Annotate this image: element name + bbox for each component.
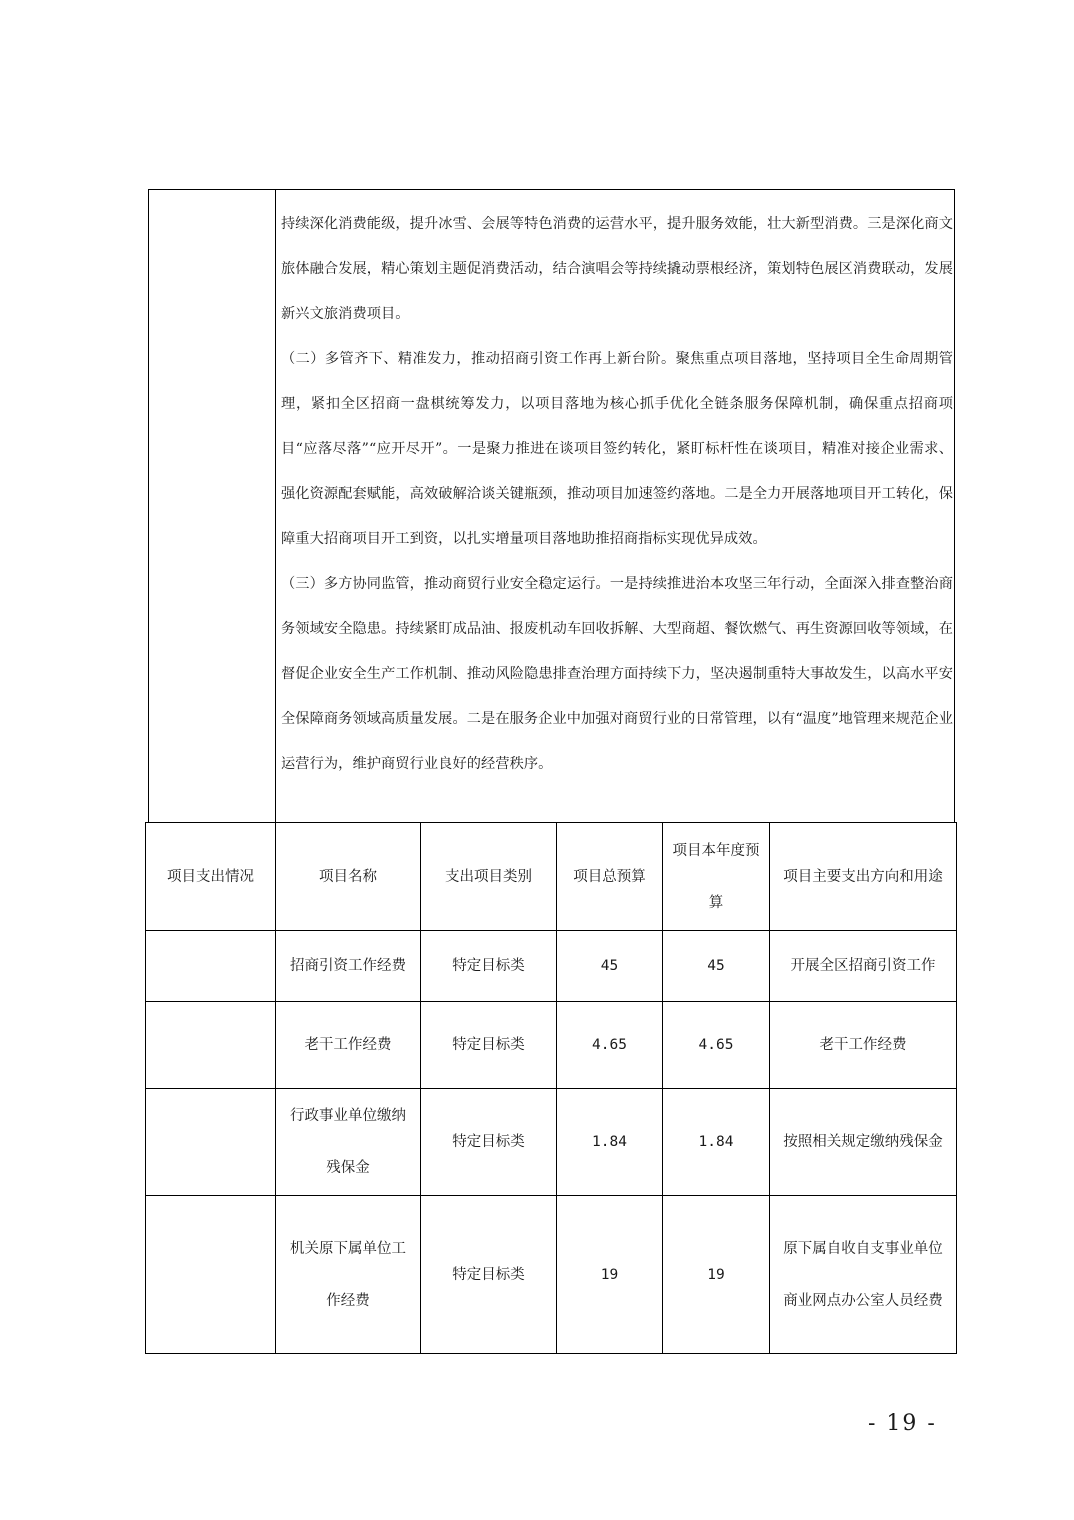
text-area [281, 202, 953, 787]
column-divider [275, 190, 276, 822]
cell-name: 机关原下属单位工作经费 [276, 1196, 421, 1354]
cell-purpose: 老干工作经费 [770, 1002, 957, 1089]
cell-annual: 19 [663, 1196, 770, 1354]
table-header-row [146, 823, 957, 931]
cell-annual: 4.65 [663, 1002, 770, 1089]
cell-purpose: 原下属自收自支事业单位商业网点办公室人员经费 [770, 1196, 957, 1354]
paragraph-3: （三）多方协同监管，推动商贸行业安全稳定运行。一是持续推进治本攻坚三年行动，全面深入排查整治商务领域安全隐患。持续紧盯成品油、报废机动车回收拆解、大型商超、餐饮燃气、再生资源回收等领域，在督促企业安全生产工作机制、推动风险隐患排查治理方面持续下力，坚决遏制重特大事故发生，以高水平安全保障商务领域高质量发展。二是在服务企业中加强对商贸行业的日常管理，以有“温度”地管理来规范企业运营行为，维护商贸行业良好的经营秩序。 [281, 576, 953, 772]
empty-cell [146, 1196, 276, 1354]
cell-name: 行政事业单位缴纳残保金 [276, 1089, 421, 1196]
budget-table [145, 822, 957, 1354]
cell-total: 4.65 [557, 1002, 663, 1089]
empty-cell [146, 931, 276, 1002]
cell-total: 19 [557, 1196, 663, 1354]
header-category: 支出项目类别 [421, 823, 557, 931]
table-row [146, 931, 957, 1002]
table-row [146, 1196, 957, 1354]
cell-annual: 45 [663, 931, 770, 1002]
page-number: - 19 - [868, 1411, 937, 1436]
cell-category: 特定目标类 [421, 1196, 557, 1354]
paragraph-1: 持续深化消费能级，提升冰雪、会展等特色消费的运营水平，提升服务效能，壮大新型消费。三是深化商文旅体融合发展，精心策划主题促消费活动，结合演唱会等持续撬动票根经济，策划特色展区消费联动，发展新兴文旅消费项目。 [281, 216, 953, 322]
table-row [146, 1089, 957, 1196]
header-total: 项目总预算 [557, 823, 663, 931]
header-annual: 项目本年度预算 [663, 823, 770, 931]
cell-category: 特定目标类 [421, 1089, 557, 1196]
continued-text-box [148, 189, 955, 823]
header-name: 项目名称 [276, 823, 421, 931]
row-label-cell: 项目支出情况 [146, 823, 276, 931]
empty-cell [146, 1002, 276, 1089]
table-row [146, 1002, 957, 1089]
cell-purpose: 开展全区招商引资工作 [770, 931, 957, 1002]
paragraph-2: （二）多管齐下、精准发力，推动招商引资工作再上新台阶。聚焦重点项目落地，坚持项目全生命周期管理，紧扣全区招商一盘棋统筹发力，以项目落地为核心抓手优化全链条服务保障机制，确保重点招商项目“应落尽落”“应开尽开”。一是聚力推进在谈项目签约转化，紧盯标杆性在谈项目，精准对接企业需求、强化资源配套赋能，高效破解洽谈关键瓶颈，推动项目加速签约落地。二是全力开展落地项目开工转化，保障重大招商项目开工到资，以扎实增量项目落地助推招商指标实现优异成效。 [281, 351, 953, 547]
cell-category: 特定目标类 [421, 931, 557, 1002]
empty-cell [146, 1089, 276, 1196]
cell-name: 老干工作经费 [276, 1002, 421, 1089]
cell-annual: 1.84 [663, 1089, 770, 1196]
cell-total: 45 [557, 931, 663, 1002]
cell-total: 1.84 [557, 1089, 663, 1196]
cell-category: 特定目标类 [421, 1002, 557, 1089]
cell-name: 招商引资工作经费 [276, 931, 421, 1002]
cell-purpose: 按照相关规定缴纳残保金 [770, 1089, 957, 1196]
header-purpose: 项目主要支出方向和用途 [770, 823, 957, 931]
